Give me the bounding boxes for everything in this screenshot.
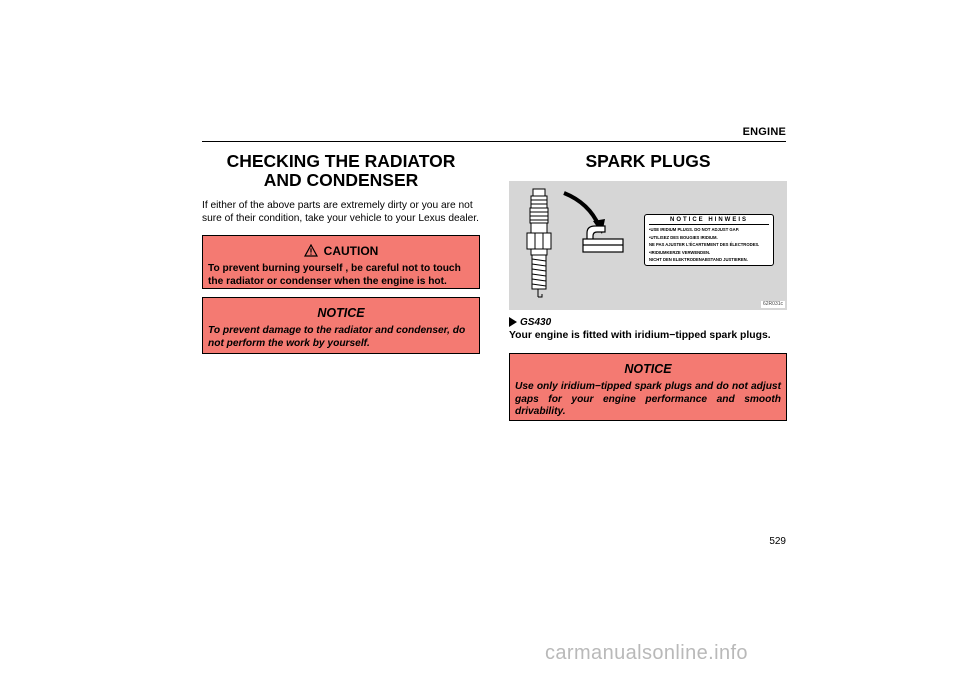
plug-cap-icon	[583, 226, 623, 252]
spark-plug-description: Your engine is fitted with iridium−tipped spark plugs.	[509, 330, 771, 341]
notice-label-plate	[644, 214, 774, 266]
plate-line: •USE IRIDIUM PLUGS. DO NOT ADJUST GAP.	[649, 227, 740, 232]
running-header: ENGINE	[742, 126, 786, 138]
caution-label: CAUTION	[323, 243, 379, 258]
watermark: carmanualsonline.info	[545, 642, 748, 664]
notice-text: To prevent damage to the radiator and condenser, do not perform the work by yourself.	[208, 325, 466, 349]
caution-box	[202, 235, 480, 289]
intro-paragraph: If either of the above parts are extremely dirty or you are not sure of their condition, take your vehicle to your Lexus dealer.	[202, 200, 479, 224]
model-label: GS430	[520, 317, 552, 328]
plate-line: NE PAS AJUSTER L'ÉCARTEMENT DES ÉLECTRODES.	[649, 242, 760, 247]
plate-heading: NOTICE HINWEIS	[649, 217, 769, 225]
plate-line: NICHT DEN ELEKTRODENABSTAND JUSTIEREN.	[649, 257, 748, 262]
page-number: 529	[769, 536, 786, 547]
caution-header	[208, 242, 474, 260]
arrow-right-icon	[509, 317, 517, 327]
notice-label: NOTICE	[624, 361, 672, 376]
header-rule	[202, 141, 786, 142]
warning-triangle-icon	[304, 244, 318, 257]
figure-code: 62R031c	[762, 301, 783, 307]
notice-box-radiator	[202, 297, 480, 354]
notice-text: Use only iridium−tipped spark plugs and do not adjust gaps for your engine performance and smooth drivability.	[515, 381, 781, 418]
notice-box-spark-plugs	[509, 353, 787, 421]
plate-line: •UTILISEZ DES BOUGIES IRIDIUM.	[649, 234, 718, 240]
notice-label: NOTICE	[317, 305, 365, 320]
right-column	[509, 152, 787, 421]
plate-line: •IRIDIUMKERZE VERWENDEN.	[649, 249, 711, 255]
section-title-radiator: CHECKING THE RADIATOR AND CONDENSER	[226, 151, 456, 190]
section-title-spark-plugs: SPARK PLUGS	[585, 151, 711, 171]
caution-text: To prevent burning yourself , be careful not to touch the radiator or condenser when the engine is hot.	[208, 263, 461, 287]
model-row	[509, 317, 787, 328]
spark-plug-icon	[527, 189, 551, 297]
spark-plug-illustration	[509, 181, 787, 310]
left-column	[202, 152, 480, 354]
